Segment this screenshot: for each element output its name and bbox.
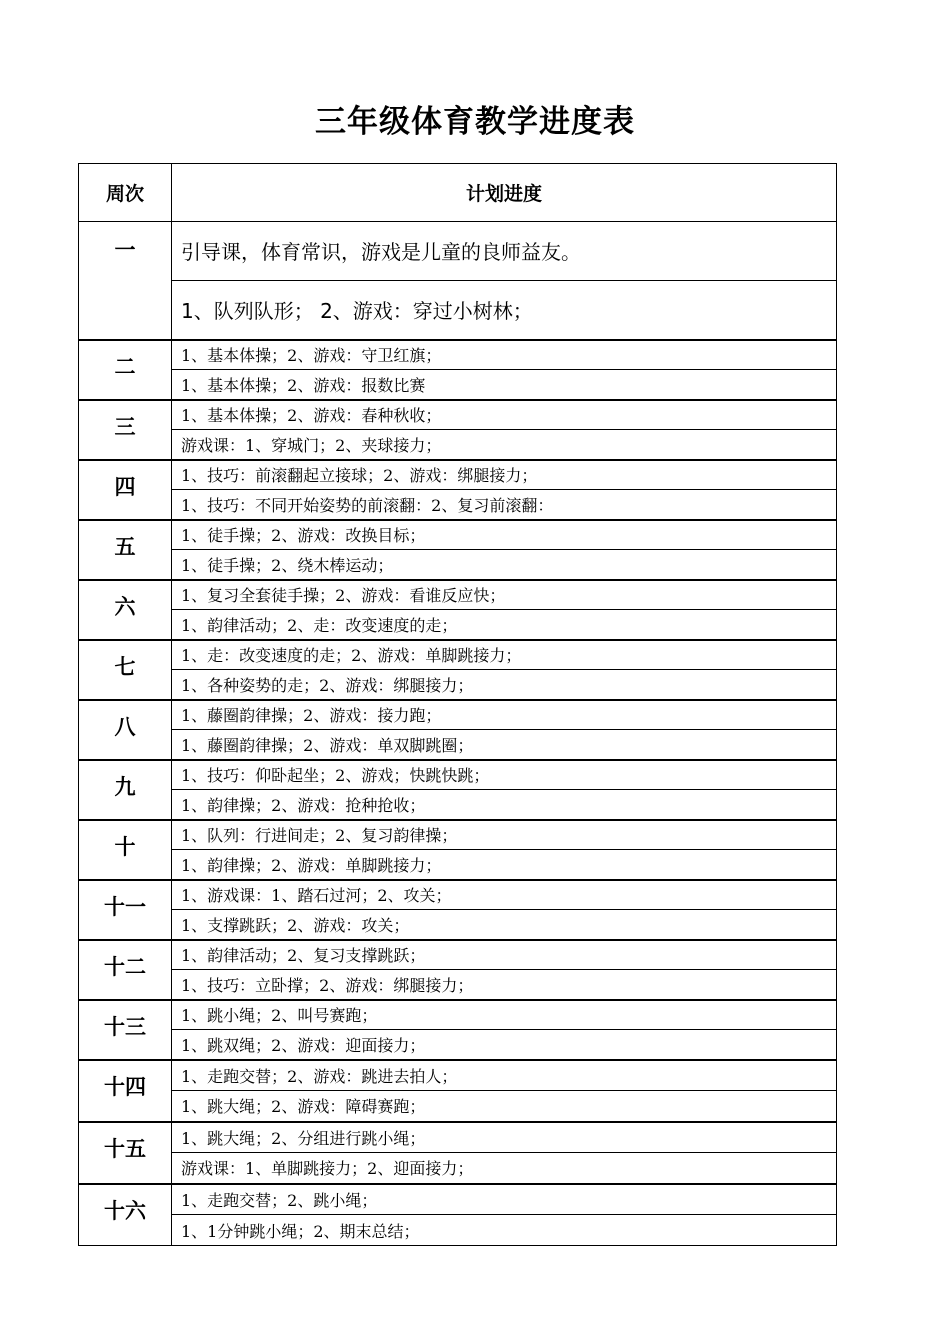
table-row bbox=[79, 730, 837, 760]
week-label: 八 bbox=[114, 714, 136, 739]
table-row bbox=[79, 1153, 837, 1184]
week-cell bbox=[79, 1184, 172, 1246]
table-row bbox=[79, 460, 837, 490]
week-label: 九 bbox=[114, 774, 136, 799]
schedule-body bbox=[79, 222, 837, 1246]
week-cell bbox=[79, 1122, 172, 1184]
plan-cell: 1、跳小绳；2、叫号赛跑； bbox=[172, 1000, 837, 1030]
table-row bbox=[79, 340, 837, 370]
plan-cell: 1、走：改变速度的走；2、游戏：单脚跳接力； bbox=[172, 640, 837, 670]
plan-cell: 游戏课：1、单脚跳接力；2、迎面接力； bbox=[172, 1153, 837, 1184]
plan-cell: 1、技巧：仰卧起坐；2、游戏；快跳快跳； bbox=[172, 760, 837, 790]
week-cell bbox=[79, 460, 172, 520]
plan-cell: 1、跳大绳；2、分组进行跳小绳； bbox=[172, 1122, 837, 1153]
table-row bbox=[79, 400, 837, 430]
schedule-table bbox=[78, 163, 837, 1246]
plan-cell: 1、基本体操；2、游戏：春种秋收； bbox=[172, 400, 837, 430]
table-row bbox=[79, 820, 837, 850]
table-row bbox=[79, 1215, 837, 1246]
week-cell bbox=[79, 520, 172, 580]
table-row bbox=[79, 790, 837, 820]
table-row bbox=[79, 1122, 837, 1153]
plan-cell: 1、队列队形； 2、游戏：穿过小树林； bbox=[172, 281, 837, 340]
plan-cell: 1、藤圈韵律操；2、游戏：单双脚跳圈； bbox=[172, 730, 837, 760]
header-plan: 计划进度 bbox=[172, 164, 837, 222]
plan-cell: 1、技巧：不同开始姿势的前滚翻：2、复习前滚翻： bbox=[172, 490, 837, 520]
week-label: 五 bbox=[114, 534, 136, 559]
week-cell bbox=[79, 880, 172, 940]
table-row bbox=[79, 1091, 837, 1122]
week-label: 十 bbox=[114, 834, 136, 859]
plan-cell: 1、支撑跳跃；2、游戏：攻关； bbox=[172, 910, 837, 940]
table-row bbox=[79, 490, 837, 520]
plan-cell: 1、游戏课：1、踏石过河；2、攻关； bbox=[172, 880, 837, 910]
week-label: 十二 bbox=[104, 954, 146, 979]
week-label: 二 bbox=[114, 354, 136, 379]
week-cell bbox=[79, 940, 172, 1000]
table-row bbox=[79, 850, 837, 880]
plan-cell: 引导课，体育常识，游戏是儿童的良师益友。 bbox=[172, 222, 837, 281]
table-row bbox=[79, 910, 837, 940]
plan-cell: 1、1分钟跳小绳；2、期末总结； bbox=[172, 1215, 837, 1246]
week-cell bbox=[79, 222, 172, 340]
table-row bbox=[79, 520, 837, 550]
plan-cell: 1、队列：行进间走；2、复习韵律操； bbox=[172, 820, 837, 850]
table-row bbox=[79, 760, 837, 790]
week-cell bbox=[79, 340, 172, 400]
week-label: 十三 bbox=[104, 1014, 146, 1039]
table-row bbox=[79, 550, 837, 580]
table-row bbox=[79, 1060, 837, 1091]
plan-cell: 1、走跑交替；2、跳小绳； bbox=[172, 1184, 837, 1215]
week-label: 十六 bbox=[104, 1198, 146, 1223]
table-row bbox=[79, 1184, 837, 1215]
plan-cell: 1、韵律活动；2、复习支撑跳跃； bbox=[172, 940, 837, 970]
week-cell bbox=[79, 640, 172, 700]
week-cell bbox=[79, 580, 172, 640]
table-row bbox=[79, 430, 837, 460]
header-week: 周次 bbox=[79, 164, 172, 222]
plan-cell: 1、复习全套徒手操；2、游戏：看谁反应快； bbox=[172, 580, 837, 610]
week-label: 十五 bbox=[104, 1136, 146, 1161]
week-cell bbox=[79, 400, 172, 460]
plan-cell: 1、跳双绳；2、游戏：迎面接力； bbox=[172, 1030, 837, 1060]
week-label: 六 bbox=[114, 594, 136, 619]
table-row bbox=[79, 1000, 837, 1030]
table-row bbox=[79, 1030, 837, 1060]
plan-cell: 1、藤圈韵律操；2、游戏：接力跑； bbox=[172, 700, 837, 730]
table-row bbox=[79, 281, 837, 340]
week-label: 十四 bbox=[104, 1074, 146, 1099]
table-row bbox=[79, 880, 837, 910]
plan-cell: 1、走跑交替；2、游戏：跳进去拍人； bbox=[172, 1060, 837, 1091]
plan-cell: 1、韵律操；2、游戏：抢种抢收； bbox=[172, 790, 837, 820]
plan-cell: 1、基本体操；2、游戏：守卫红旗； bbox=[172, 340, 837, 370]
table-row bbox=[79, 640, 837, 670]
plan-cell: 1、技巧：立卧撑；2、游戏：绑腿接力； bbox=[172, 970, 837, 1000]
table-row bbox=[79, 222, 837, 281]
table-row bbox=[79, 670, 837, 700]
plan-cell: 1、韵律操；2、游戏：单脚跳接力； bbox=[172, 850, 837, 880]
plan-cell: 1、徒手操；2、绕木棒运动； bbox=[172, 550, 837, 580]
table-row bbox=[79, 370, 837, 400]
plan-cell: 游戏课：1、穿城门；2、夹球接力； bbox=[172, 430, 837, 460]
week-label: 三 bbox=[114, 414, 136, 439]
table-row bbox=[79, 970, 837, 1000]
week-label: 一 bbox=[114, 238, 136, 262]
week-cell bbox=[79, 1000, 172, 1060]
week-label: 七 bbox=[114, 654, 136, 679]
week-cell bbox=[79, 760, 172, 820]
week-cell bbox=[79, 820, 172, 880]
table-header-row bbox=[79, 164, 837, 222]
plan-cell: 1、韵律活动；2、走：改变速度的走； bbox=[172, 610, 837, 640]
plan-cell: 1、基本体操；2、游戏：报数比赛 bbox=[172, 370, 837, 400]
table-row bbox=[79, 700, 837, 730]
page-title: 三年级体育教学进度表 bbox=[315, 104, 635, 140]
table-row bbox=[79, 580, 837, 610]
week-label: 四 bbox=[114, 474, 136, 499]
week-cell bbox=[79, 1060, 172, 1122]
table-row bbox=[79, 610, 837, 640]
plan-cell: 1、各种姿势的走；2、游戏：绑腿接力； bbox=[172, 670, 837, 700]
plan-cell: 1、跳大绳；2、游戏：障碍赛跑； bbox=[172, 1091, 837, 1122]
plan-cell: 1、技巧：前滚翻起立接球；2、游戏：绑腿接力； bbox=[172, 460, 837, 490]
week-cell bbox=[79, 700, 172, 760]
table-row bbox=[79, 940, 837, 970]
plan-cell: 1、徒手操；2、游戏：改换目标； bbox=[172, 520, 837, 550]
week-label: 十一 bbox=[104, 894, 146, 919]
